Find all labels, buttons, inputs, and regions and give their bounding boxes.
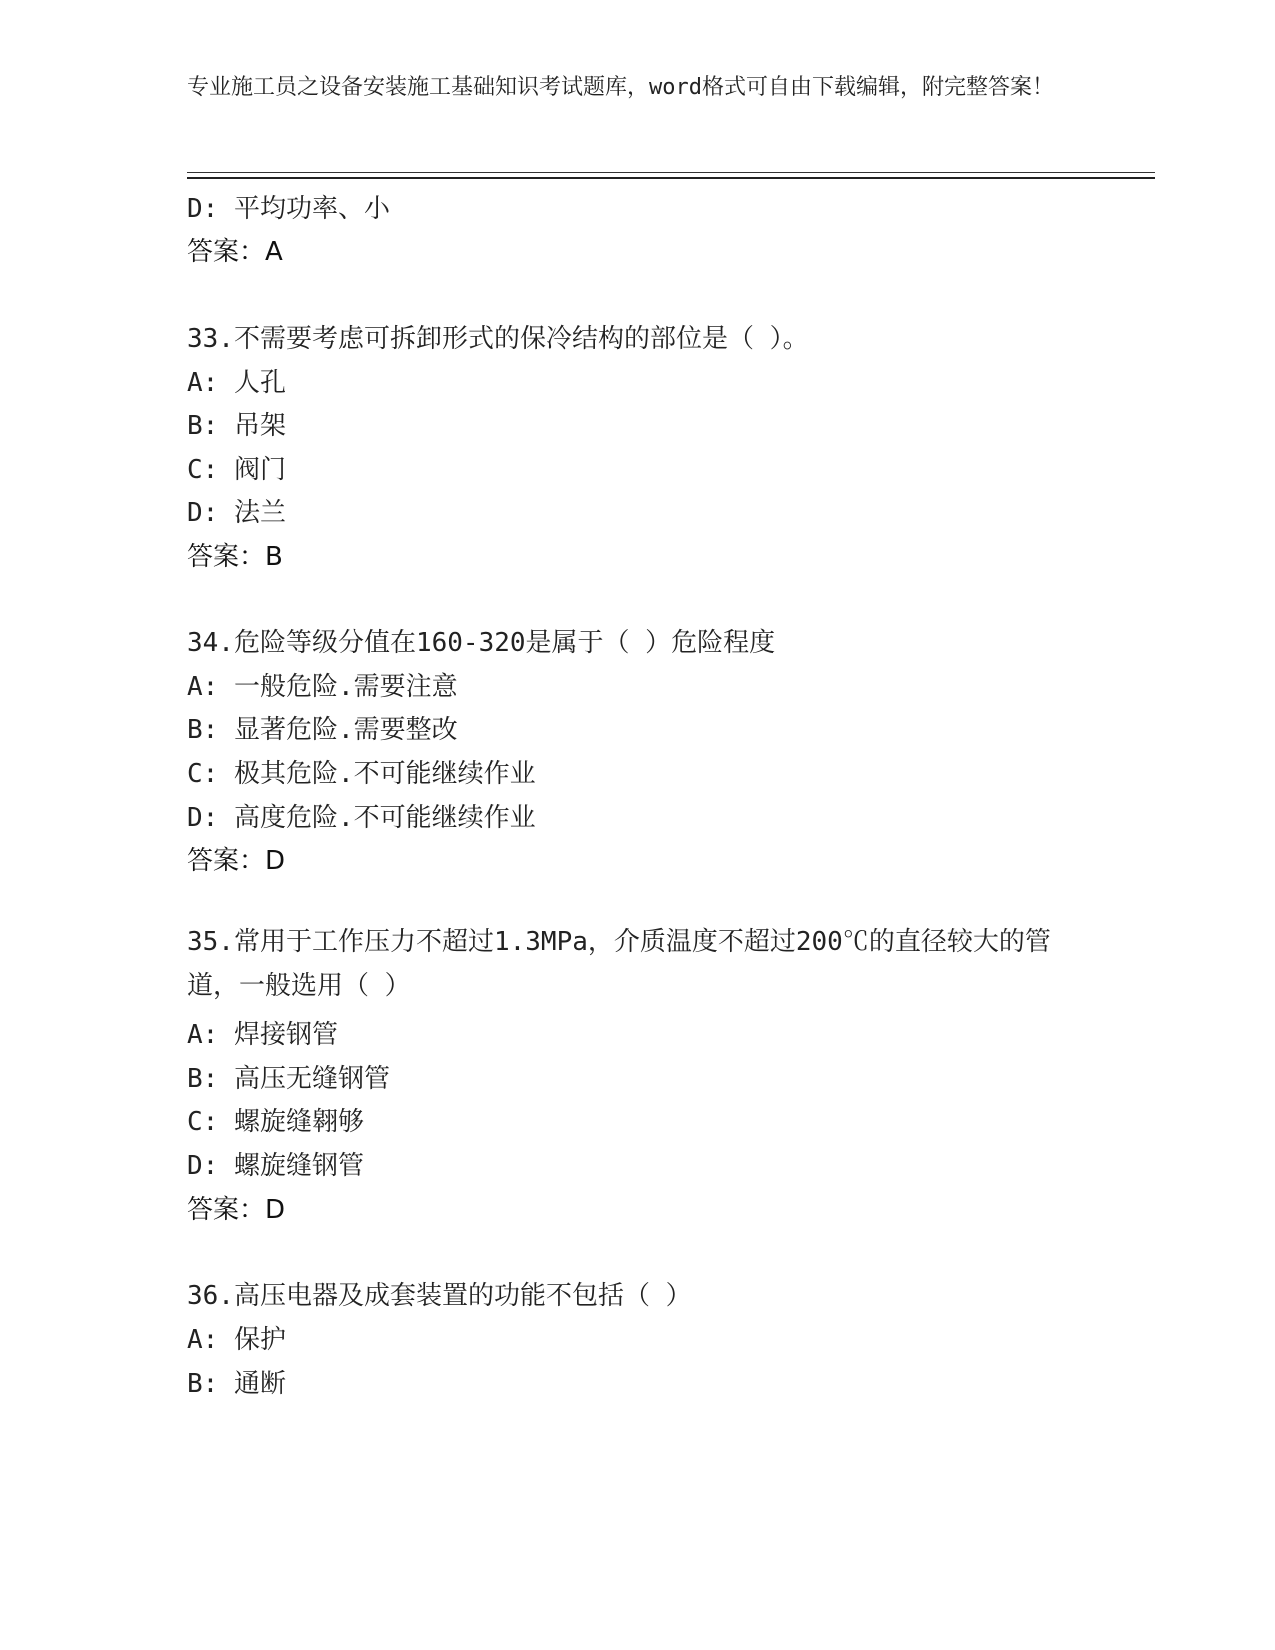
question-stem: 35.常用于工作压力不超过1.3MPa，介质温度不超过200℃的直径较大的管道，一般选用（ ） [187,927,1051,1001]
header-divider-thick [187,177,1155,179]
answer: 答案：B [187,542,283,572]
answer: 答案：D [187,1195,286,1225]
option-b: B: 吊架 [187,411,286,441]
answer: 答案：D [187,846,286,876]
option-a: A: 一般危险.需要注意 [187,672,458,702]
option-b: B: 显著危险.需要整改 [187,715,458,745]
document-header: 专业施工员之设备安装施工基础知识考试题库，word格式可自由下载编辑，附完整答案！ [187,75,1054,100]
option-c: C: 螺旋缝翱够 [187,1107,364,1137]
option-b: B: 高压无缝钢管 [187,1064,390,1094]
question-stem: 36.高压电器及成套装置的功能不包括（ ） [187,1281,692,1311]
option-a: A: 焊接钢管 [187,1020,338,1050]
prev-answer: 答案：A [187,237,283,267]
option-b: B: 通断 [187,1369,286,1399]
prev-option-d: D: 平均功率、小 [187,194,390,224]
option-d: D: 高度危险.不可能继续作业 [187,803,536,833]
option-a: A: 保护 [187,1325,286,1355]
option-d: D: 法兰 [187,498,286,528]
header-divider-thin [187,172,1155,173]
question-stem: 33.不需要考虑可拆卸形式的保冷结构的部位是（ ）。 [187,324,809,354]
option-a: A: 人孔 [187,368,286,398]
option-c: C: 阀门 [187,455,286,485]
option-d: D: 螺旋缝钢管 [187,1151,364,1181]
option-c: C: 极其危险.不可能继续作业 [187,759,536,789]
question-stem: 34.危险等级分值在160-320是属于（ ）危险程度 [187,628,776,658]
